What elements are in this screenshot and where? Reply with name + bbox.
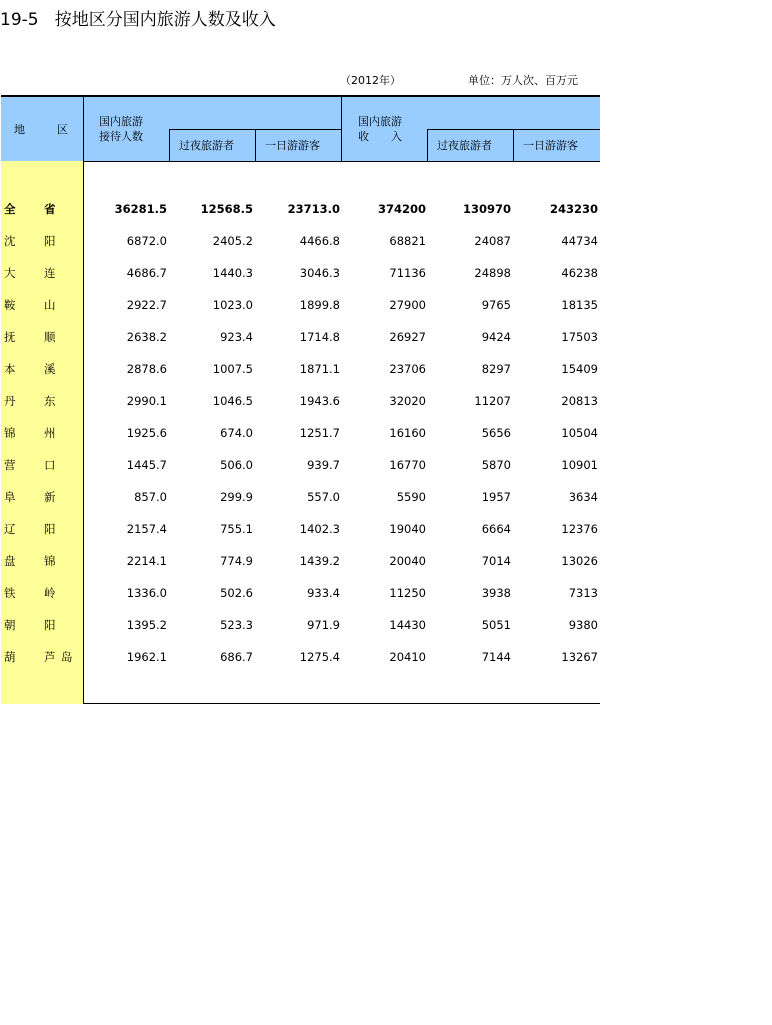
cell-revenue-total: 14430: [389, 618, 426, 632]
cell-visitors-total: 2922.7: [126, 298, 167, 312]
cell-revenue-overnight: 1957: [481, 490, 511, 504]
region-name-char: 葫: [4, 650, 16, 664]
region-name-char: 本: [4, 362, 16, 376]
region-name-char: 连: [44, 266, 56, 280]
table-row: [1, 393, 600, 425]
cell-visitors-overnight: 755.1: [220, 522, 253, 536]
cell-revenue-overnight: 7144: [481, 650, 511, 664]
cell-visitors-overnight: 674.0: [220, 426, 253, 440]
cell-visitors-overnight: 502.6: [220, 586, 253, 600]
cell-revenue-total: 23706: [389, 362, 426, 376]
cell-revenue-total: 32020: [389, 394, 426, 408]
cell-revenue-daytrip: 44734: [561, 234, 598, 248]
cell-revenue-total: 20040: [389, 554, 426, 568]
cell-revenue-overnight: 5051: [481, 618, 511, 632]
region-name-char: 鞍: [4, 298, 16, 312]
header-divider: [83, 97, 84, 161]
cell-visitors-total: 36281.5: [114, 202, 167, 216]
cell-visitors-total: 2638.2: [126, 330, 167, 344]
year-note: （2012年）: [340, 74, 401, 87]
cell-visitors-daytrip: 1402.3: [299, 522, 340, 536]
header-divider: [341, 97, 342, 161]
cell-visitors-daytrip: 1714.8: [299, 330, 340, 344]
cell-visitors-overnight: 299.9: [220, 490, 253, 504]
cell-revenue-daytrip: 20813: [561, 394, 598, 408]
table-row: [1, 457, 600, 489]
table-row: [1, 585, 600, 617]
cell-visitors-daytrip: 1943.6: [299, 394, 340, 408]
cell-visitors-total: 1445.7: [126, 458, 167, 472]
region-name-char: 阳: [44, 618, 56, 632]
cell-revenue-daytrip: 15409: [561, 362, 598, 376]
header-bottom-line: [1, 161, 600, 162]
region-name-char: 阳: [44, 234, 56, 248]
cell-revenue-daytrip: 3634: [568, 490, 598, 504]
cell-visitors-daytrip: 1439.2: [299, 554, 340, 568]
region-name-char: 全: [4, 202, 16, 216]
cell-revenue-overnight: 6664: [481, 522, 511, 536]
cell-visitors-total: 1336.0: [126, 586, 167, 600]
cell-revenue-total: 5590: [396, 490, 426, 504]
cell-revenue-total: 26927: [389, 330, 426, 344]
region-name-char: 芦: [44, 650, 56, 664]
cell-visitors-overnight: 923.4: [220, 330, 253, 344]
region-name-char: 溪: [44, 362, 56, 376]
cell-visitors-total: 857.0: [134, 490, 167, 504]
region-name-char: 铁: [4, 586, 16, 600]
region-name-char: 口: [44, 458, 56, 472]
table-row: [1, 297, 600, 329]
header-divider: [513, 129, 514, 161]
cell-revenue-total: 27900: [389, 298, 426, 312]
header-daytrip-revenue: 一日游游客: [523, 139, 578, 152]
cell-visitors-overnight: 2405.2: [212, 234, 253, 248]
cell-revenue-daytrip: 7313: [568, 586, 598, 600]
region-name-char: 阳: [44, 522, 56, 536]
cell-revenue-daytrip: 17503: [561, 330, 598, 344]
header-region-b: 区: [57, 123, 68, 136]
cell-revenue-overnight: 9765: [481, 298, 511, 312]
cell-revenue-total: 20410: [389, 650, 426, 664]
region-name-char: 营: [4, 458, 16, 472]
cell-visitors-daytrip: 939.7: [307, 458, 340, 472]
region-name-char: 东: [44, 394, 56, 408]
table-row: [1, 617, 600, 649]
region-name-char: 抚: [4, 330, 16, 344]
header-overnight-revenue: 过夜旅游者: [437, 139, 492, 152]
header-divider: [169, 129, 341, 130]
cell-visitors-daytrip: 4466.8: [299, 234, 340, 248]
region-name-char: 阜: [4, 490, 16, 504]
table-row: [1, 521, 600, 553]
cell-revenue-daytrip: 13026: [561, 554, 598, 568]
cell-visitors-overnight: 1440.3: [212, 266, 253, 280]
cell-visitors-total: 4686.7: [126, 266, 167, 280]
header-overnight-visitors: 过夜旅游者: [179, 139, 234, 152]
region-name-char: 省: [44, 202, 56, 216]
cell-revenue-overnight: 11207: [474, 394, 511, 408]
cell-visitors-daytrip: 1871.1: [299, 362, 340, 376]
header-divider: [255, 129, 256, 161]
table-row: [1, 425, 600, 457]
region-name-char: 州: [44, 426, 56, 440]
cell-revenue-daytrip: 12376: [561, 522, 598, 536]
cell-revenue-overnight: 5870: [481, 458, 511, 472]
cell-visitors-overnight: 686.7: [220, 650, 253, 664]
table-body: [1, 201, 600, 681]
cell-visitors-overnight: 523.3: [220, 618, 253, 632]
unit-note: 单位：万人次、百万元: [468, 74, 578, 87]
cell-revenue-overnight: 130970: [462, 202, 511, 216]
cell-revenue-overnight: 8297: [481, 362, 511, 376]
cell-visitors-overnight: 1046.5: [212, 394, 253, 408]
region-name-char: 岛: [61, 650, 73, 664]
cell-revenue-total: 68821: [389, 234, 426, 248]
region-name-char: 顺: [44, 330, 56, 344]
cell-revenue-total: 11250: [389, 586, 426, 600]
cell-visitors-total: 1395.2: [126, 618, 167, 632]
header-divider: [427, 129, 600, 130]
cell-revenue-daytrip: 46238: [561, 266, 598, 280]
region-name-char: 丹: [4, 394, 16, 408]
header-visitors-line2: 接待人数: [99, 130, 143, 143]
cell-revenue-daytrip: 9380: [568, 618, 598, 632]
region-name-char: 朝: [4, 618, 16, 632]
cell-visitors-overnight: 1007.5: [212, 362, 253, 376]
table-row: [1, 329, 600, 361]
cell-revenue-daytrip: 18135: [561, 298, 598, 312]
cell-visitors-total: 1925.6: [126, 426, 167, 440]
table-title: 19-5 按地区分国内旅游人数及收入: [0, 10, 276, 30]
cell-revenue-daytrip: 10504: [561, 426, 598, 440]
table-row-total: [1, 201, 600, 233]
cell-visitors-overnight: 506.0: [220, 458, 253, 472]
region-name-char: 沈: [4, 234, 16, 248]
cell-visitors-daytrip: 1251.7: [299, 426, 340, 440]
cell-visitors-daytrip: 3046.3: [299, 266, 340, 280]
region-name-char: 大: [4, 266, 16, 280]
cell-visitors-daytrip: 23713.0: [287, 202, 340, 216]
region-name-char: 锦: [4, 426, 16, 440]
cell-visitors-overnight: 12568.5: [200, 202, 253, 216]
header-revenue-line1: 国内旅游: [358, 115, 402, 128]
header-divider: [427, 129, 428, 161]
cell-revenue-total: 374200: [377, 202, 426, 216]
statistics-table: [1, 95, 600, 704]
cell-revenue-daytrip: 243230: [549, 202, 598, 216]
cell-revenue-overnight: 3938: [481, 586, 511, 600]
table-row: [1, 265, 600, 297]
cell-revenue-total: 19040: [389, 522, 426, 536]
cell-revenue-daytrip: 10901: [561, 458, 598, 472]
cell-revenue-overnight: 7014: [481, 554, 511, 568]
cell-visitors-daytrip: 933.4: [307, 586, 340, 600]
cell-revenue-overnight: 9424: [481, 330, 511, 344]
cell-visitors-daytrip: 557.0: [307, 490, 340, 504]
cell-visitors-daytrip: 1275.4: [299, 650, 340, 664]
cell-revenue-total: 71136: [389, 266, 426, 280]
cell-revenue-overnight: 24898: [474, 266, 511, 280]
region-name-char: 山: [44, 298, 56, 312]
header-divider: [169, 129, 170, 161]
cell-revenue-overnight: 24087: [474, 234, 511, 248]
header-region-a: 地: [14, 123, 25, 136]
cell-visitors-total: 1962.1: [126, 650, 167, 664]
region-name-char: 岭: [44, 586, 56, 600]
region-name-char: 辽: [4, 522, 16, 536]
region-name-char: 锦: [44, 554, 56, 568]
cell-visitors-daytrip: 971.9: [307, 618, 340, 632]
table-row: [1, 553, 600, 585]
header-visitors-line1: 国内旅游: [99, 115, 143, 128]
table-row: [1, 489, 600, 521]
header-daytrip-visitors: 一日游游客: [265, 139, 320, 152]
cell-visitors-overnight: 1023.0: [212, 298, 253, 312]
cell-revenue-total: 16160: [389, 426, 426, 440]
table-row: [1, 649, 600, 681]
cell-visitors-total: 6872.0: [126, 234, 167, 248]
cell-revenue-total: 16770: [389, 458, 426, 472]
header-revenue-line2: 收 入: [358, 130, 402, 143]
region-name-char: 盘: [4, 554, 16, 568]
table-row: [1, 233, 600, 265]
cell-visitors-total: 2214.1: [126, 554, 167, 568]
cell-revenue-daytrip: 13267: [561, 650, 598, 664]
cell-revenue-overnight: 5656: [481, 426, 511, 440]
cell-visitors-total: 2878.6: [126, 362, 167, 376]
cell-visitors-overnight: 774.9: [220, 554, 253, 568]
cell-visitors-total: 2157.4: [126, 522, 167, 536]
cell-visitors-total: 2990.1: [126, 394, 167, 408]
region-name-char: 新: [44, 490, 56, 504]
table-row: [1, 361, 600, 393]
cell-visitors-daytrip: 1899.8: [299, 298, 340, 312]
